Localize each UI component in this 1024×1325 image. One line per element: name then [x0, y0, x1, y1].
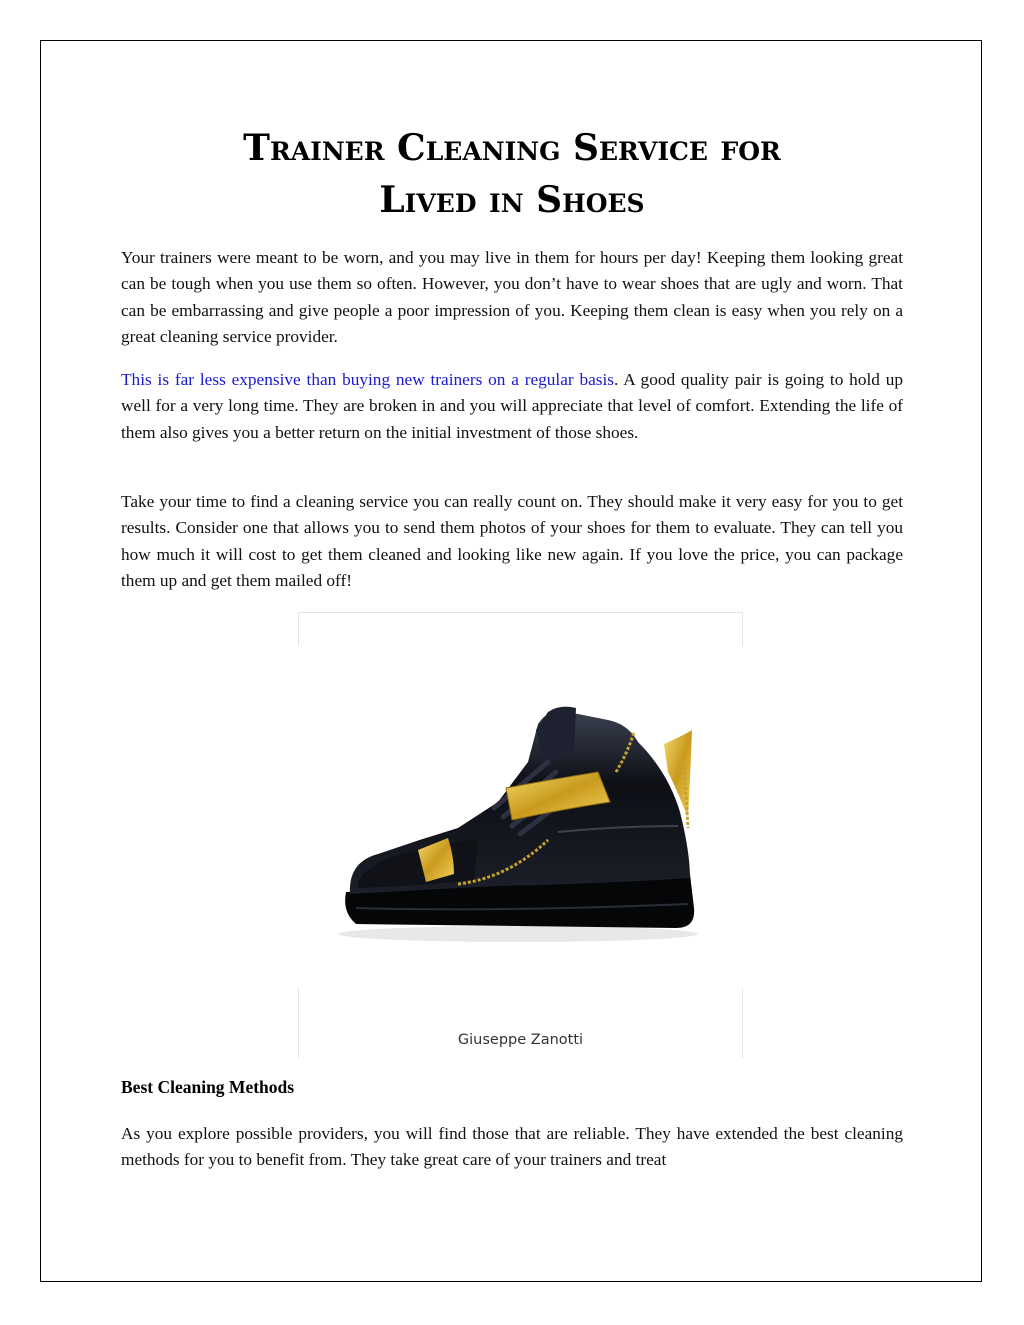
image-caption: Giuseppe Zanotti: [457, 1032, 584, 1048]
document-title: [121, 122, 903, 226]
title-line-2: Lived in Shoes: [379, 179, 645, 221]
expense-link[interactable]: This is far less expensive than buying new trainers on a regular basis: [121, 370, 615, 389]
title-line-1: Trainer Cleaning Service for: [243, 127, 781, 169]
section-heading: Best Cleaning Methods: [121, 1077, 295, 1097]
paragraph-1: Your trainers were meant to be worn, and you may live in them for hours per day! Keeping them looking great can be tough when you use them so often. However, you don’t have to wear shoes that are ugly and worn. That can be embarrassing and give people a poor impression of you. Keeping them clean is easy when you rely on a great cleaning service provider.: [121, 248, 903, 346]
paragraph-3: Take your time to find a cleaning service you can really count on. They should make it very easy for you to get results. Consider one that allows you to send them photos of your shoes for them to evaluate. They can tell you how much it will cost to get them cleaned and looking like new again. If you love the price, you can package them up and get them mailed off!: [121, 492, 903, 590]
sneaker-illustration: [298, 612, 743, 1012]
paragraph-2-text: . A good quality pair is going to hold up well for a very long time. They are broken in and you will appreciate that level of comfort. Extending the life of them also gives you a better return on the initial investment of those shoes.: [121, 370, 904, 442]
shoe-figure: [298, 612, 743, 1058]
paragraph-2: [121, 367, 903, 446]
paragraph-4: As you explore possible providers, you will find those that are reliable. They have extended the best cleaning methods for you to benefit from. They take great care of your trainers and treat: [121, 1124, 903, 1170]
